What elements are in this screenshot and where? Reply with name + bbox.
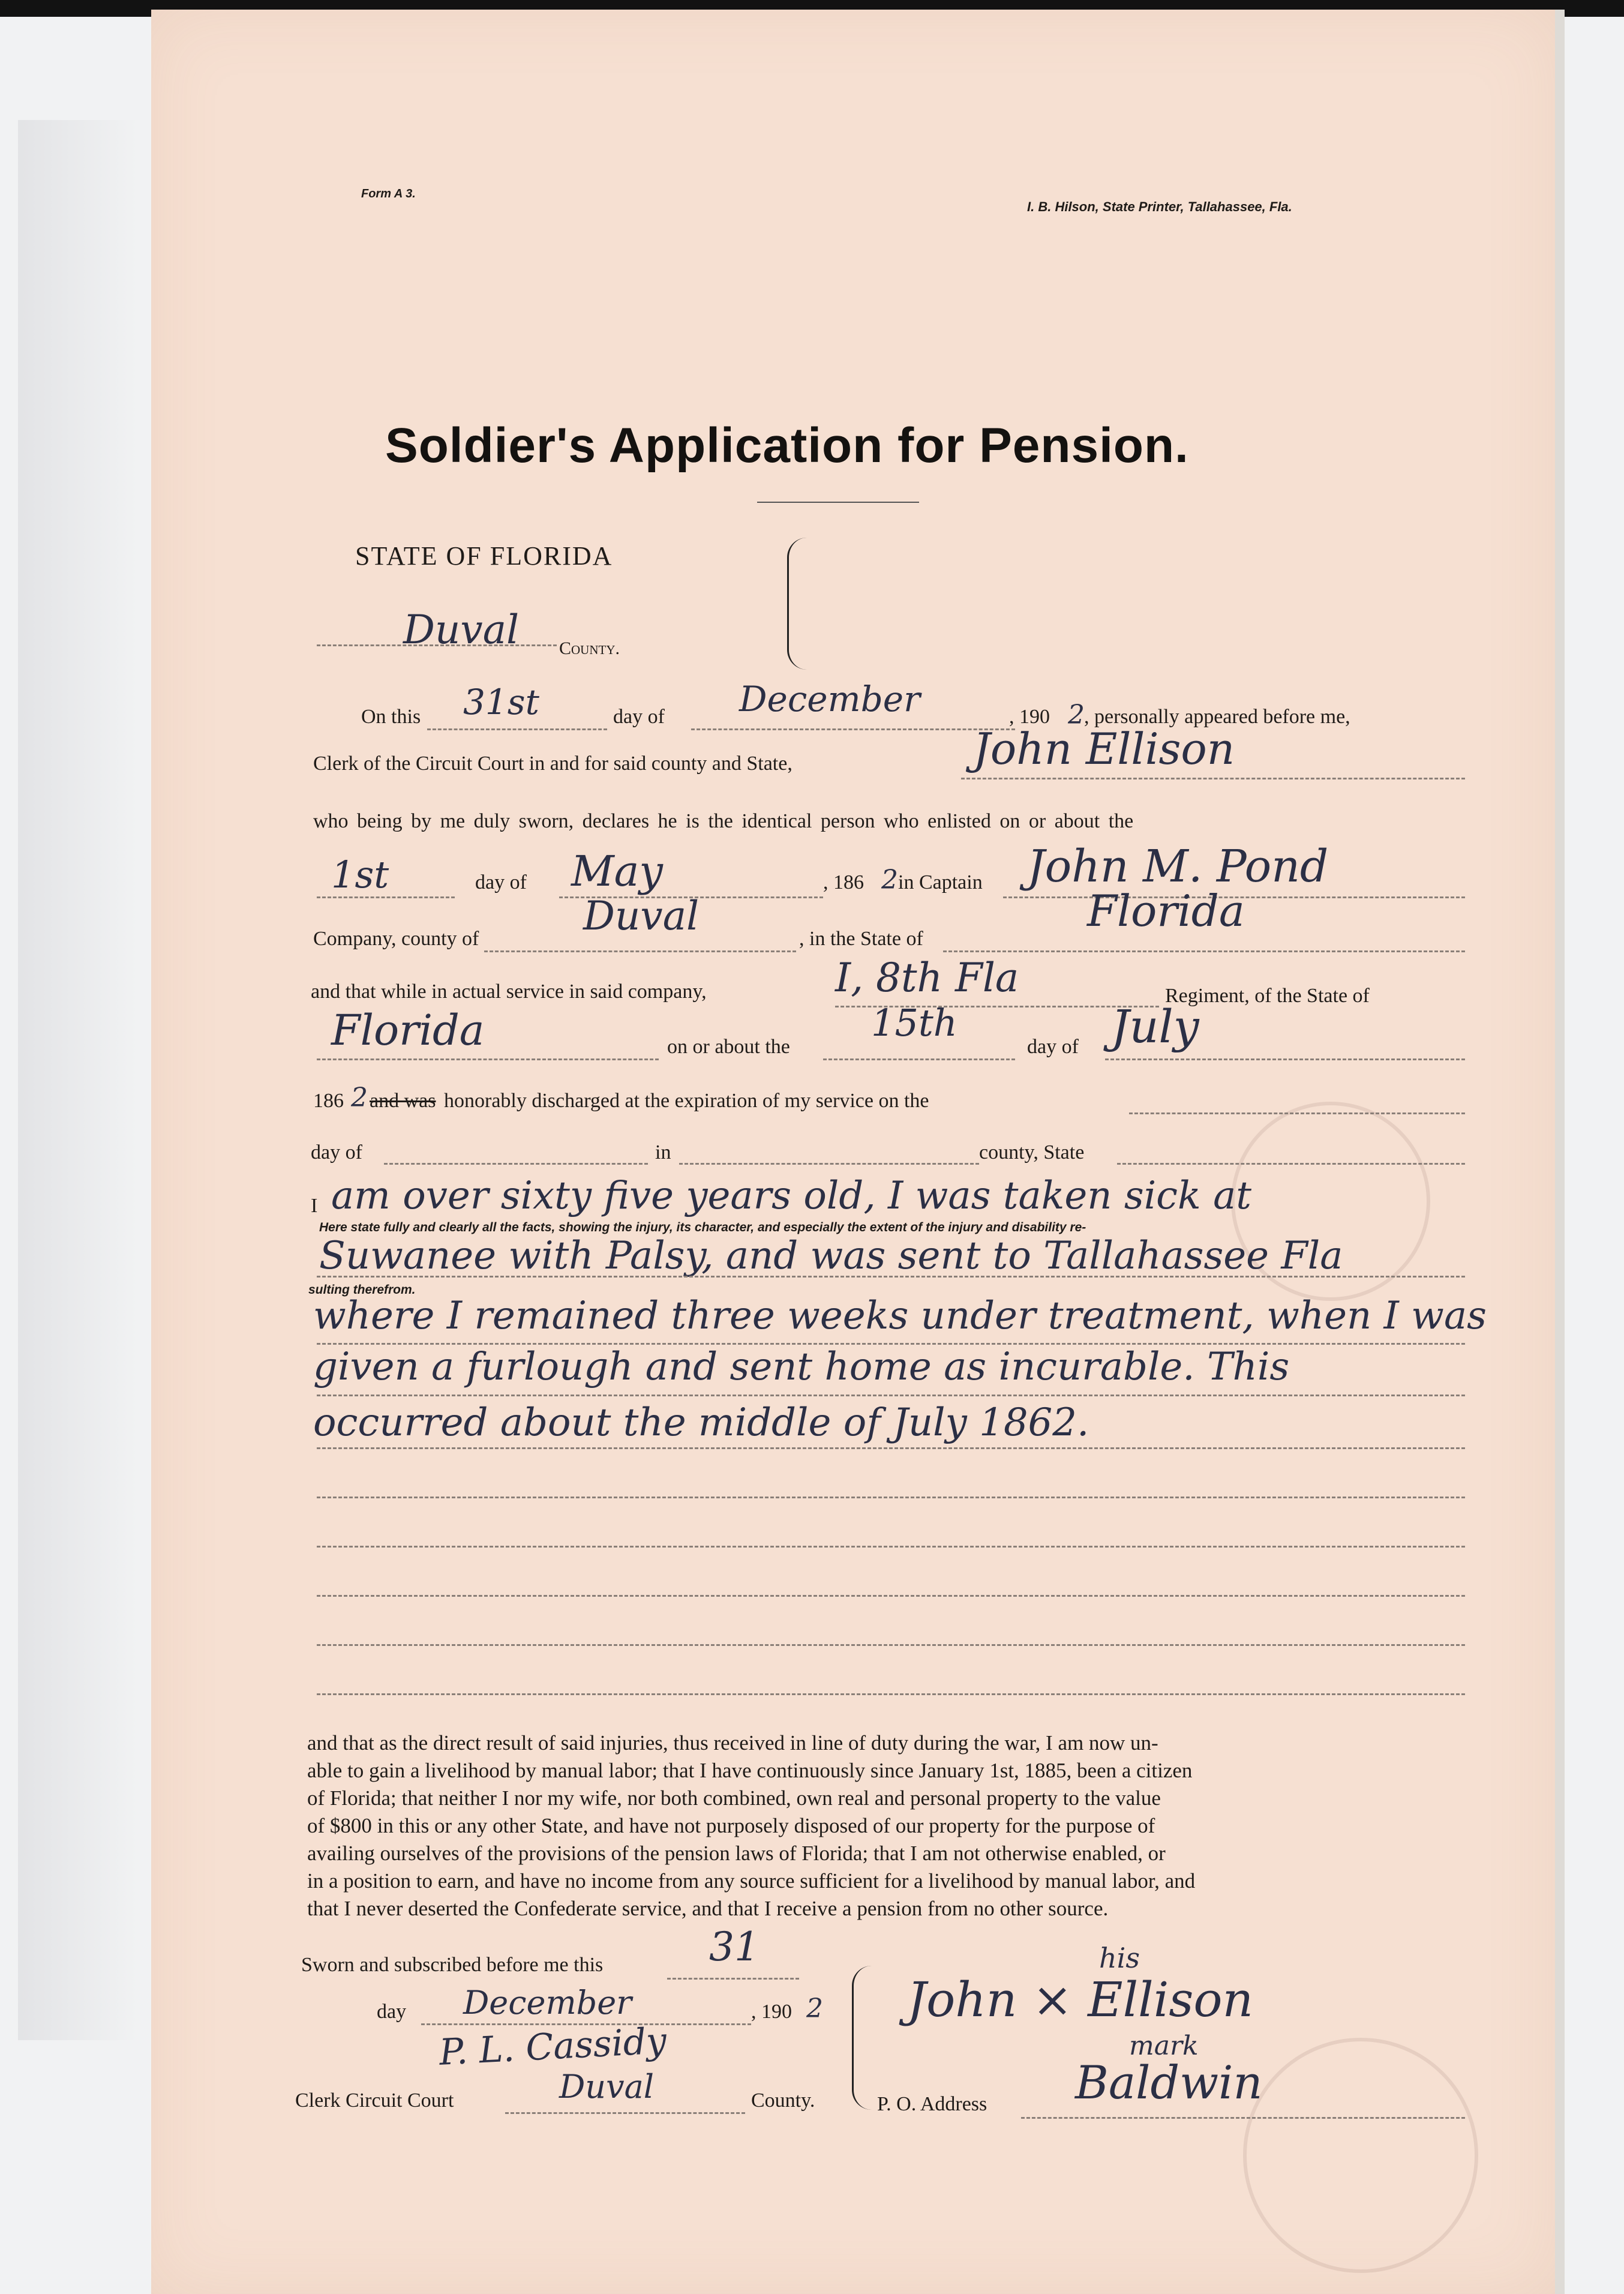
oath-line: able to gain a livelihood by manual labor; that I have continuously since January 1st, 1885, been a citizen — [307, 1759, 1193, 1782]
po-address-line — [1021, 2117, 1465, 2119]
company-state-value: Florida — [1087, 886, 1245, 936]
company-state-line — [943, 950, 1465, 952]
injury-instruction-cont: sulting therefrom. — [308, 1283, 416, 1297]
injury-day-of: day of — [1027, 1036, 1079, 1058]
signature-brace — [852, 1966, 872, 2110]
oath-line: of $800 in this or any other State, and have not purposely disposed of our property for the purpose of — [307, 1814, 1155, 1837]
service-company-value: I, 8th Fla — [835, 955, 1019, 1001]
enlist-day-value: 1st — [331, 853, 389, 896]
clerk-signature: P. L. Cassidy — [438, 2020, 668, 2074]
sworn-label: Sworn and subscribed before me this — [301, 1954, 604, 1976]
oath-line: of Florida; that neither I nor my wife, nor both combined, own real and personal property to the value — [307, 1786, 1161, 1810]
injury-prefix: I — [311, 1195, 318, 1217]
on-about-label: on or about the — [667, 1036, 790, 1058]
sworn-day-label: day — [377, 2001, 407, 2023]
sworn-day-value: 31 — [709, 1924, 760, 1970]
oath-paragraph — [307, 1729, 1429, 1923]
discharge-prefix: 186 — [313, 1090, 344, 1112]
page-title: Soldier's Application for Pension. — [385, 418, 1189, 473]
appeared-text: , personally appeared before me, — [1084, 706, 1350, 728]
oath-line: availing ourselves of the provisions of the pension laws of Florida; that I am not otherwise enabled, or — [307, 1842, 1166, 1865]
discharge-county-line — [679, 1163, 979, 1165]
year-value: 2 — [1068, 700, 1085, 730]
injury-month-line — [1105, 1058, 1465, 1060]
injury-rule-7 — [317, 1546, 1465, 1548]
oath-line: and that as the direct result of said injuries, thus received in line of duty during the war, I am now un- — [307, 1731, 1158, 1755]
injury-rule-5 — [317, 1447, 1465, 1449]
injury-rule-2 — [317, 1276, 1465, 1278]
on-this-label: On this — [361, 706, 421, 728]
discharge-day-of: day of — [311, 1141, 362, 1164]
county-value: Duval — [403, 607, 520, 653]
sworn-month-value: December — [463, 1984, 632, 2022]
day-value: 31st — [463, 682, 539, 722]
injury-line-1: am over sixty five years old, I was taken sick at — [331, 1174, 1251, 1218]
form-label: Form A 3. — [361, 187, 416, 200]
name-line — [961, 778, 1465, 779]
clerk-text: Clerk of the Circuit Court in and for said county and State, — [313, 752, 793, 775]
discharge-day-line — [384, 1163, 648, 1165]
embossed-seal-lower — [1243, 2038, 1478, 2273]
pension-application-document — [151, 10, 1555, 2294]
applicant-signature: John × Ellison — [907, 1972, 1254, 2028]
struck-text: and was — [370, 1090, 436, 1112]
injury-rule-6 — [317, 1497, 1465, 1498]
paper-edge — [1555, 10, 1565, 2294]
title-rule — [757, 502, 919, 503]
sworn-year-value: 2 — [806, 1993, 823, 2024]
applicant-mark: mark — [1129, 2031, 1199, 2061]
enlist-month-value: May — [571, 847, 663, 896]
enlist-day-line — [317, 896, 455, 898]
bleed-through — [583, 202, 1423, 382]
county-label: County. — [559, 638, 620, 658]
declares-text: who being by me duly sworn, declares he is the identical person who enlisted on or about the — [313, 810, 1134, 832]
printer-credit: I. B. Hilson, State Printer, Tallahassee, Fla. — [1027, 199, 1292, 214]
company-label: Company, county of — [313, 928, 479, 950]
po-address-value: Baldwin — [1075, 2056, 1263, 2109]
month-line — [691, 728, 1015, 730]
state-label: STATE OF FLORIDA — [355, 541, 613, 571]
year-prefix: , 190 — [1009, 706, 1050, 728]
enlist-year-value: 2 — [881, 865, 898, 895]
enlist-day-of: day of — [475, 871, 527, 893]
company-county-line — [484, 950, 796, 952]
discharge-text: honorably discharged at the expiration of my service on the — [444, 1090, 929, 1112]
injury-rule-9 — [317, 1644, 1465, 1646]
service-label: and that while in actual service in said company, — [311, 980, 707, 1003]
captain-label: in Captain — [898, 871, 983, 893]
discharge-date-line — [1129, 1112, 1465, 1114]
applicant-his: his — [1099, 1942, 1140, 1974]
applicant-name: John Ellison — [973, 724, 1235, 774]
month-value: December — [739, 679, 920, 719]
discharge-year-value: 2 — [351, 1082, 368, 1113]
day-line — [427, 728, 607, 730]
clerk-county-line — [505, 2112, 745, 2114]
injury-day-value: 15th — [871, 1001, 957, 1045]
clerk-county-value: Duval — [559, 2068, 655, 2106]
scan-shadow — [18, 120, 138, 2040]
injury-line-3: where I remained three weeks under treatment, when I was — [313, 1294, 1487, 1338]
oath-line: that I never deserted the Confederate service, and that I receive a pension from no other source. — [307, 1897, 1109, 1920]
regiment-state-line — [317, 1058, 659, 1060]
captain-value: John M. Pond — [1027, 841, 1329, 892]
injury-rule-4 — [317, 1395, 1465, 1396]
sworn-day-line — [667, 1978, 799, 1980]
venue-brace — [787, 538, 807, 670]
sworn-year-label: , 190 — [751, 2001, 792, 2023]
injury-rule-10 — [317, 1693, 1465, 1695]
injury-line-4: given a furlough and sent home as incurable. This — [313, 1345, 1290, 1389]
clerk-court-label: Clerk Circuit Court — [295, 2089, 454, 2112]
enlist-year-prefix: , 186 — [823, 871, 864, 893]
regiment-state-value: Florida — [331, 1006, 485, 1055]
injury-line-5: occurred about the middle of July 1862. — [313, 1401, 1089, 1445]
injury-instruction: Here state fully and clearly all the facts, showing the injury, its character, and especially the extent of the injury and disability re- — [319, 1221, 1086, 1234]
oath-line: in a position to earn, and have no income from any source sufficient for a livelihood by manual labor, and — [307, 1869, 1196, 1893]
injury-line-2: Suwanee with Palsy, and was sent to Tallahassee Fla — [319, 1234, 1343, 1278]
injury-rule-8 — [317, 1595, 1465, 1597]
company-state-label: , in the State of — [799, 928, 923, 950]
regiment-label: Regiment, of the State of — [1165, 985, 1370, 1007]
po-address-label: P. O. Address — [877, 2093, 987, 2115]
company-county-value: Duval — [583, 893, 700, 939]
discharge-state-line — [1117, 1163, 1465, 1165]
clerk-county-label: County. — [751, 2089, 815, 2112]
injury-month-value: July — [1111, 1000, 1199, 1053]
injury-day-line — [823, 1058, 1015, 1060]
discharge-county-state: county, State — [979, 1141, 1085, 1164]
day-of-label: day of — [613, 706, 665, 728]
discharge-in-label: in — [655, 1141, 671, 1164]
